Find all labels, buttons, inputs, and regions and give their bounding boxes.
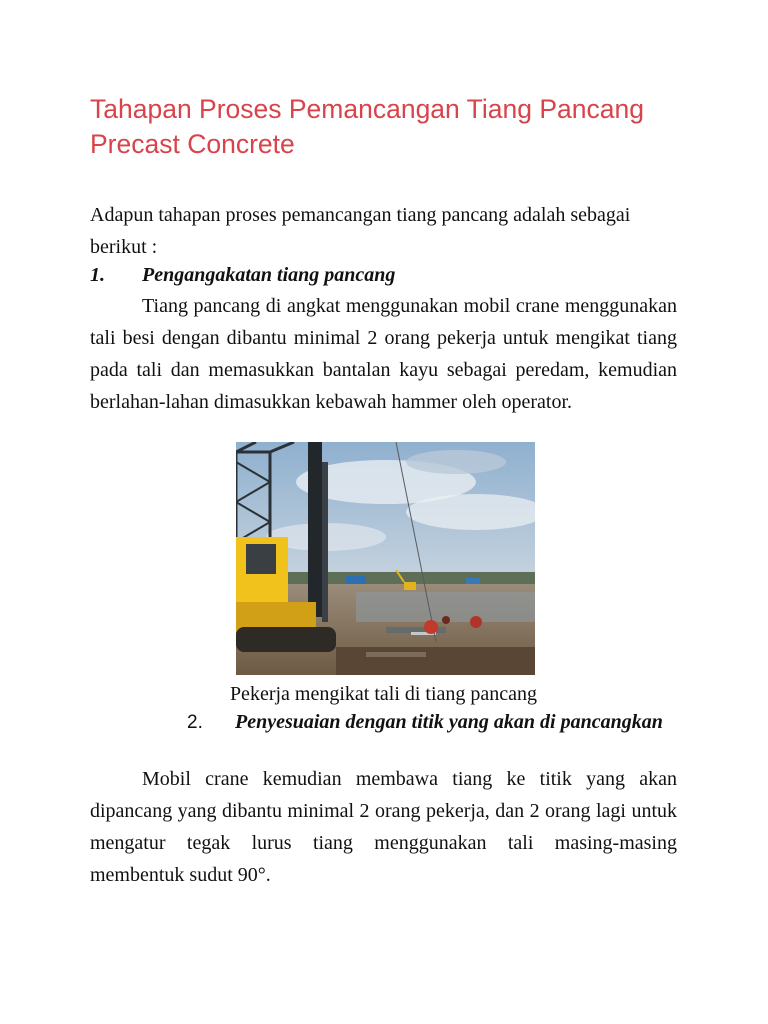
pile-driving-photo — [236, 442, 535, 675]
intro-paragraph: Adapun tahapan proses pemancangan tiang pancang adalah sebagai berikut : — [90, 204, 631, 258]
step-1-title: Pengangakatan tiang pancang — [142, 264, 396, 286]
step-2-heading — [90, 708, 677, 737]
step-2-number: 2. — [187, 712, 203, 733]
step-1-number: 1. — [90, 264, 105, 286]
figure-caption: Pekerja mengikat tali di tiang pancang — [229, 683, 538, 705]
page-title: Tahapan Proses Pemancangan Tiang Pancang Precast Concrete — [90, 94, 644, 159]
step-1-paragraph: Tiang pancang di angkat menggunakan mobil crane menggunakan tali besi dengan dibantu minimal 2 orang pekerja untuk mengikat tiang pada tali dan memasukkan bantalan kayu sebagai peredam, kemudian berlahan-lahan dimasukkan kebawah hammer oleh operator. — [90, 295, 677, 413]
step-2-paragraph: Mobil crane kemudian membawa tiang ke titik yang akan dipancang yang dibantu minimal 2 orang pekerja, dan 2 orang lagi untuk mengatur tegak lurus tiang menggunakan tali masing-masing membentuk sudut 90°. — [90, 768, 677, 886]
step-1-heading — [90, 261, 395, 289]
step-2-title: Penyesuaian dengan titik yang akan di pancangkan — [235, 711, 663, 733]
